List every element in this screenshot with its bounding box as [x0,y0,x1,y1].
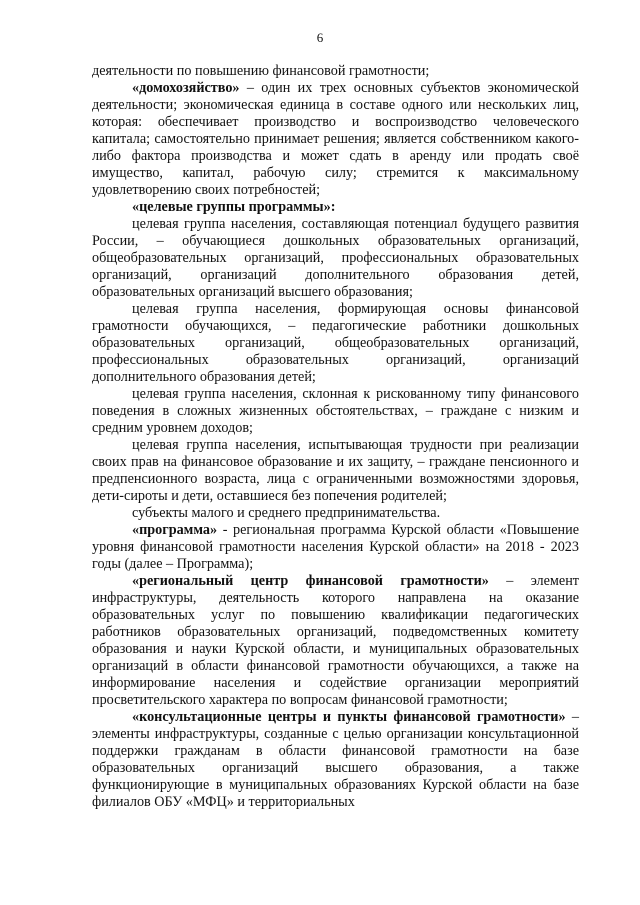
paragraph-definition-regional-center [92,573,579,709]
document-body [92,63,579,811]
paragraph-text: целевая группа населения, испытывающая трудности при реализации своих прав на финансовое образование и их защиту, – граждане пенсионного и предпенсионного возраста, лица с ограниченными возможностями здоровья, дети-сироты и дети, оставшиеся без попечения родителей; [92,437,579,504]
paragraph-text: – элемент инфраструктуры, деятельность которого направлена на оказание образовательных услуг по повышению квалификации педагогических работников образовательных организаций, подведомственных комитету образования и науки Курской области, и муниципальных образовательных организаций в области финансовой грамотности обучающихся, а также на информирование населения и содействие организации мероприятий просветительского характера по вопросам финансовой грамотности; [92,573,579,708]
paragraph-target-group-future [92,216,579,301]
defined-term: «домохозяйство» [132,80,240,96]
paragraph-definition-household [92,80,579,199]
page-number: 6 [316,30,324,45]
paragraph-definition-consulting-centers [92,709,579,811]
paragraph-target-group-teachers [92,301,579,386]
paragraph-continuation [92,63,579,80]
defined-term: «целевые группы программы»: [132,199,336,215]
paragraph-text: деятельности по повышению финансовой грамотности; [92,63,430,79]
paragraph-text: – элементы инфраструктуры, созданные с целью организации консультационной поддержки гражданам в области финансовой грамотности на базе образовательных организаций высшего образования, а также функционирующие в муниципальных образованиях Курской области на базе филиалов ОБУ «МФЦ» и территориальных [92,709,579,810]
paragraph-text: – один их трех основных субъектов экономической деятельности; экономическая единица в составе одного или нескольких лиц, которая: обеспечивает производство и воспроизводство человеческого капитала; самостоятельно принимает решения; является собственником какого-либо фактора производства и может сдать в аренду или продать своё имущество, капитал, рабочую силу; стремится к максимальному удовлетворению своих потребностей; [92,80,579,198]
defined-term: «программа» [132,522,218,538]
paragraph-text: целевая группа населения, составляющая потенциал будущего развития России, – обучающиеся дошкольных образовательных организаций, общеобразовательных организаций, профессиональных образовательных организаций, организаций дополнительного образования детей, образовательных организаций высшего образования; [92,216,579,300]
paragraph-text: целевая группа населения, склонная к рискованному типу финансового поведения в сложных жизненных обстоятельствах, – граждане с низким и средним уровнем доходов; [92,386,579,436]
paragraph-text: целевая группа населения, формирующая основы финансовой грамотности обучающихся, – педагогические работники дошкольных образовательных организаций, общеобразовательных организаций, профессиональных образовательных организаций, организаций дополнительного образования детей; [92,301,579,385]
paragraph-text: субъекты малого и среднего предпринимательства. [132,505,441,521]
paragraph-target-group-risky [92,386,579,437]
paragraph-target-group-business [92,505,579,522]
paragraph-target-group-vulnerable [92,437,579,505]
paragraph-definition-target-groups [92,199,579,216]
defined-term: «региональный центр финансовой грамотности» [132,573,489,589]
defined-term: «консультационные центры и пункты финансовой грамотности» [132,709,566,725]
paragraph-text: - региональная программа Курской области «Повышение уровня финансовой грамотности населения Курской области» на 2018 - 2023 годы (далее – Программа); [92,522,579,572]
paragraph-definition-program [92,522,579,573]
